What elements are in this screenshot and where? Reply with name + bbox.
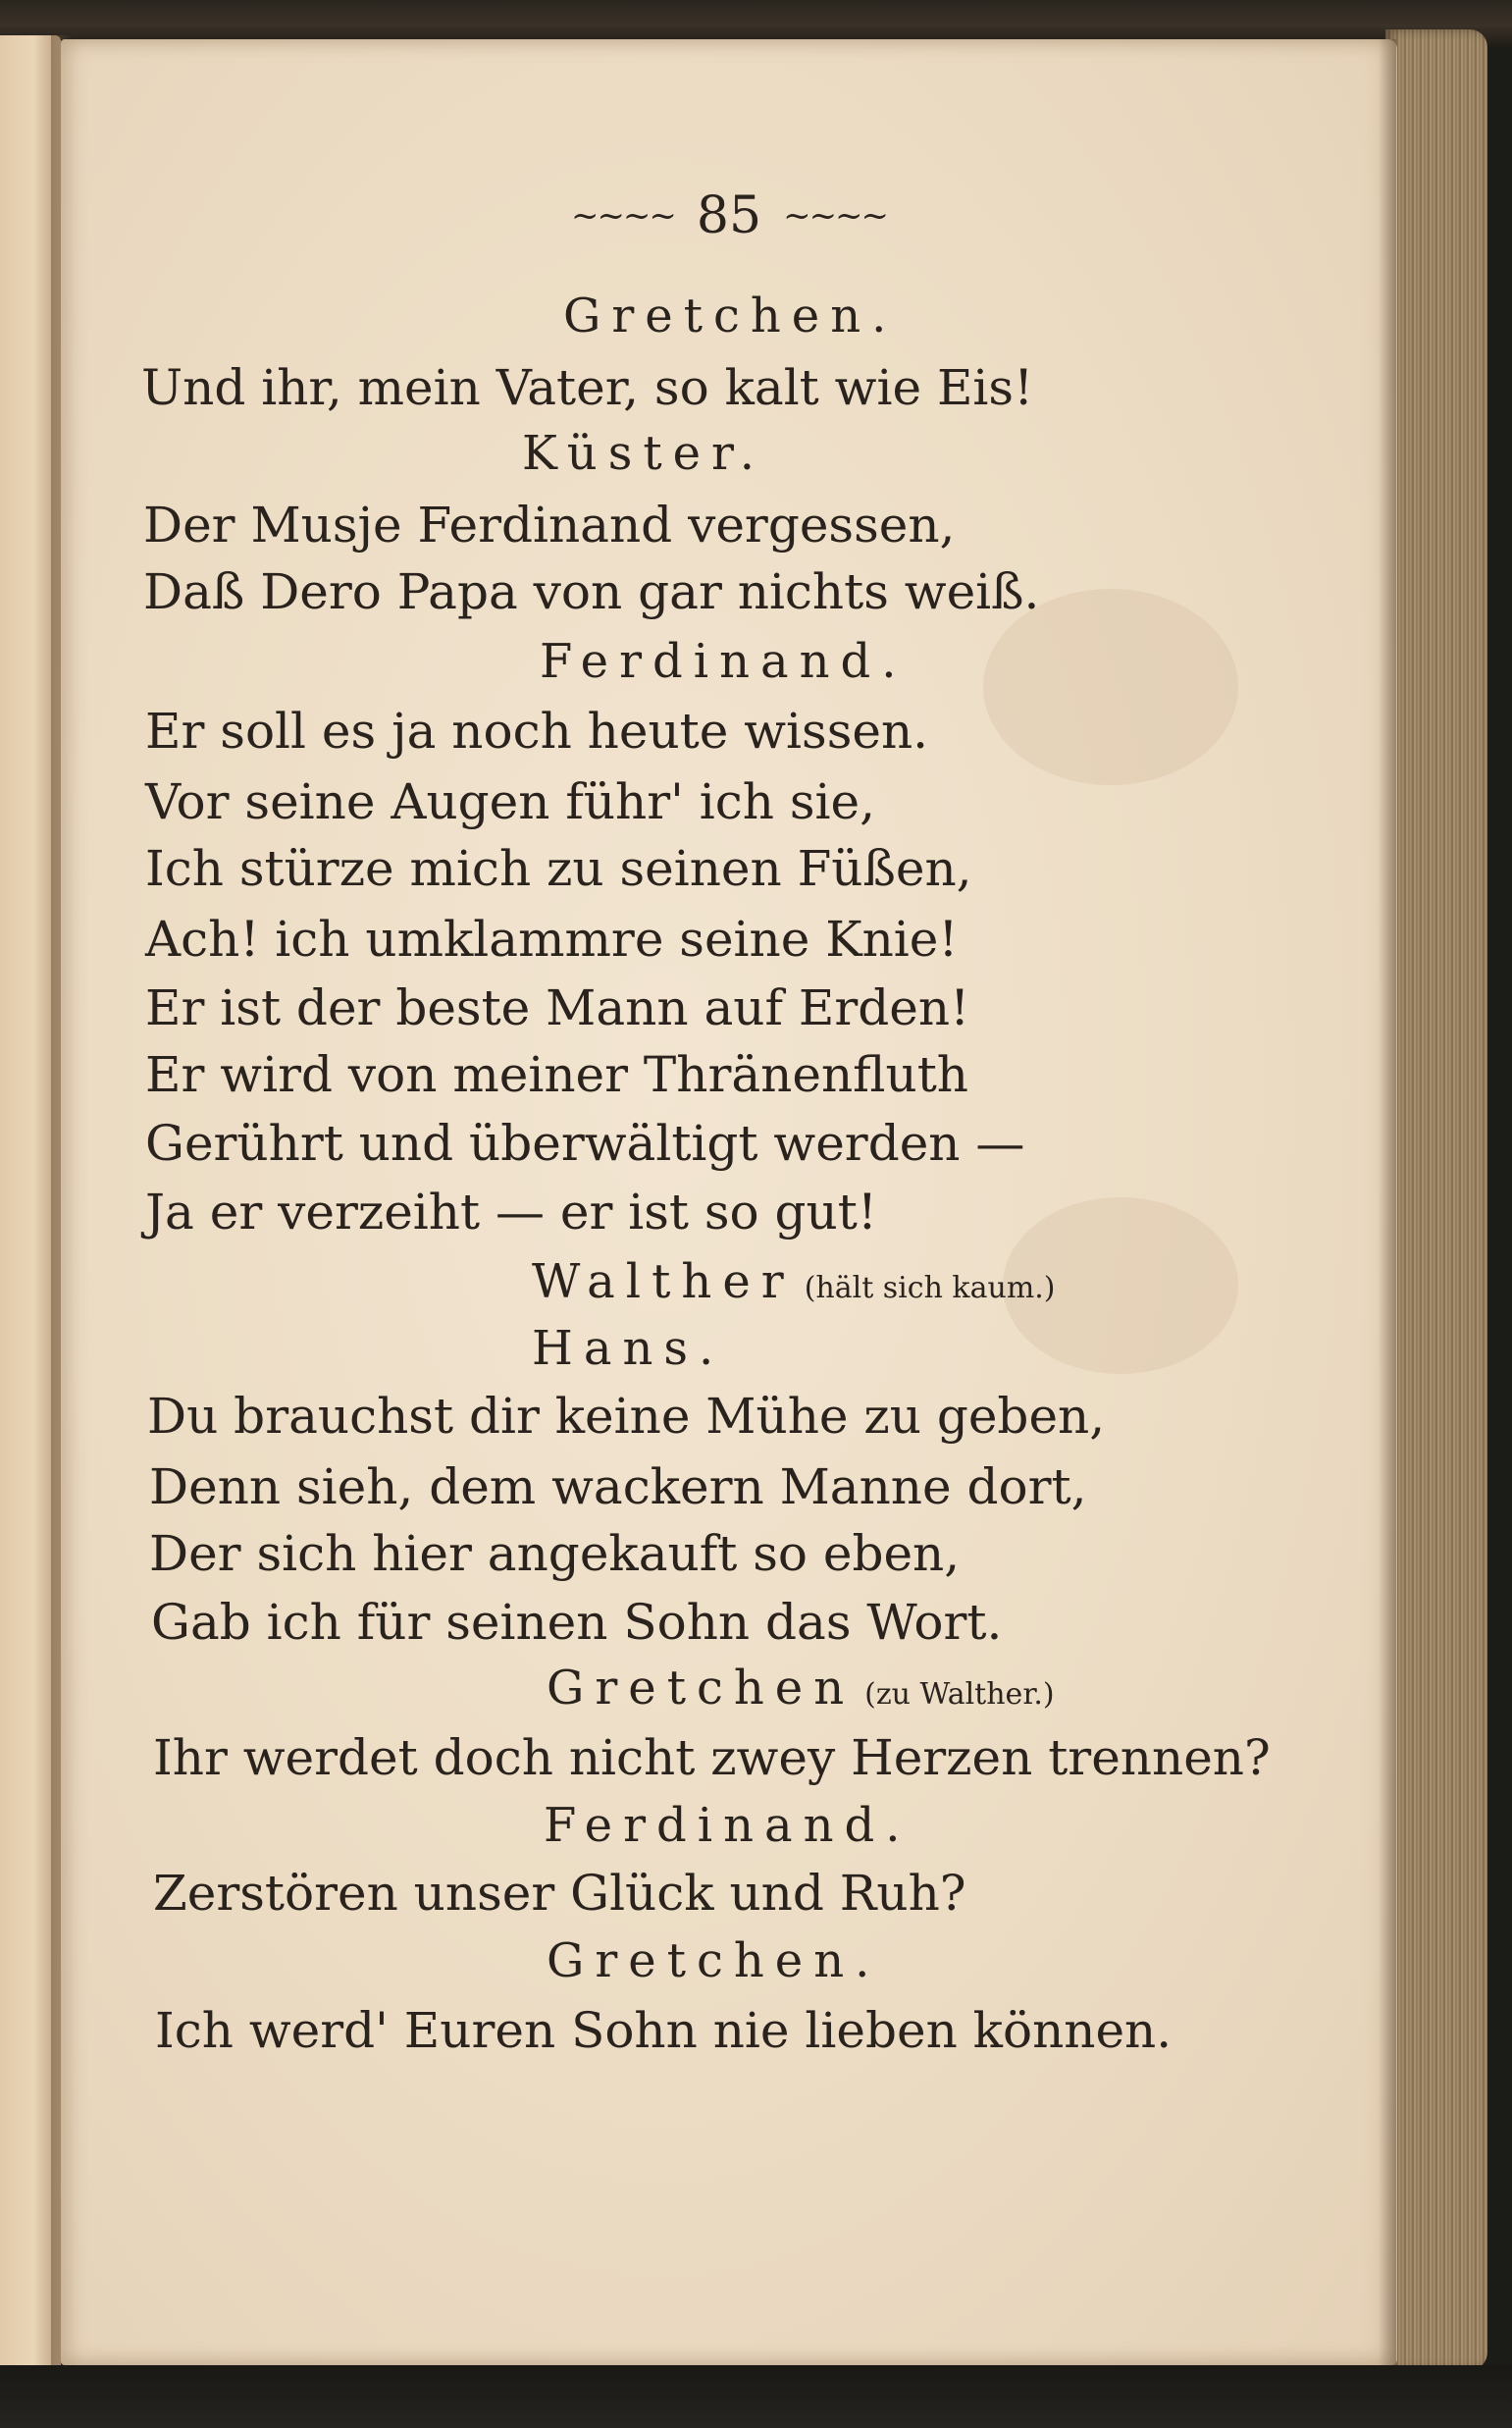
speaker-line <box>547 1933 881 1988</box>
verse-line: Gerührt und überwältigt werden — <box>145 1115 1025 1172</box>
book-cover-bottom-edge <box>0 2365 1512 2428</box>
verse-line: Er wird von meiner Thränenfluth <box>145 1046 969 1103</box>
verse-line: Der sich hier angekauft so eben, <box>149 1525 961 1582</box>
verse-line: Ihr werdet doch nicht zwey Herzen trennen? <box>153 1729 1271 1786</box>
speaker-line <box>540 634 908 689</box>
header-ornament-right: ~~~~ <box>783 196 888 236</box>
verse-line: Ja er verzeiht — er ist so gut! <box>145 1184 877 1240</box>
speaker-line <box>522 426 765 481</box>
stage-direction: (zu Walther.) <box>864 1677 1055 1712</box>
verse-line: Er soll es ja noch heute wissen. <box>145 703 929 760</box>
play-text <box>61 39 1397 2365</box>
speaker-line <box>532 1321 725 1376</box>
verse-line: Ich stürze mich zu seinen Füßen, <box>145 840 972 897</box>
speaker-name: Ferdinand. <box>540 634 908 689</box>
speaker-line <box>532 1254 1056 1309</box>
speaker-name: Gretchen. <box>563 289 898 343</box>
speaker-line <box>547 1661 1055 1715</box>
page-number: 85 <box>696 186 762 245</box>
stage-direction: (hält sich kaum.) <box>804 1271 1056 1305</box>
verse-line: Daß Dero Papa von gar nichts weiß. <box>143 563 1040 620</box>
speaker-name: Hans. <box>532 1321 725 1376</box>
speaker-line <box>544 1798 912 1853</box>
verse-line: Er ist der beste Mann auf Erden! <box>145 979 970 1036</box>
verse-line: Und ihr, mein Vater, so kalt wie Eis! <box>141 359 1034 416</box>
verse-line: Der Musje Ferdinand vergessen, <box>143 497 956 554</box>
speaker-name: Gretchen. <box>547 1933 881 1988</box>
book-page <box>61 39 1397 2365</box>
page-edge-shadow <box>1379 39 1396 2365</box>
verse-line: Ich werd' Euren Sohn nie lieben können. <box>155 2002 1173 2059</box>
speaker-name: Gretchen <box>547 1661 856 1715</box>
verse-line: Vor seine Augen führ' ich sie, <box>145 773 876 830</box>
page-block-edges <box>1385 29 1487 2370</box>
verse-line: Ach! ich umklammre seine Knie! <box>145 911 959 968</box>
header-ornament-left: ~~~~ <box>570 196 675 236</box>
speaker-name: Walther <box>532 1254 795 1309</box>
verse-line: Gab ich für seinen Sohn das Wort. <box>151 1594 1003 1651</box>
speaker-line <box>563 289 898 343</box>
speaker-name: Ferdinand. <box>544 1798 912 1853</box>
verse-line: Du brauchst dir keine Mühe zu geben, <box>147 1388 1106 1445</box>
speaker-name: Küster. <box>522 426 765 481</box>
verse-line: Denn sieh, dem wackern Manne dort, <box>149 1458 1087 1515</box>
verse-line: Zerstören unser Glück und Ruh? <box>153 1865 966 1922</box>
